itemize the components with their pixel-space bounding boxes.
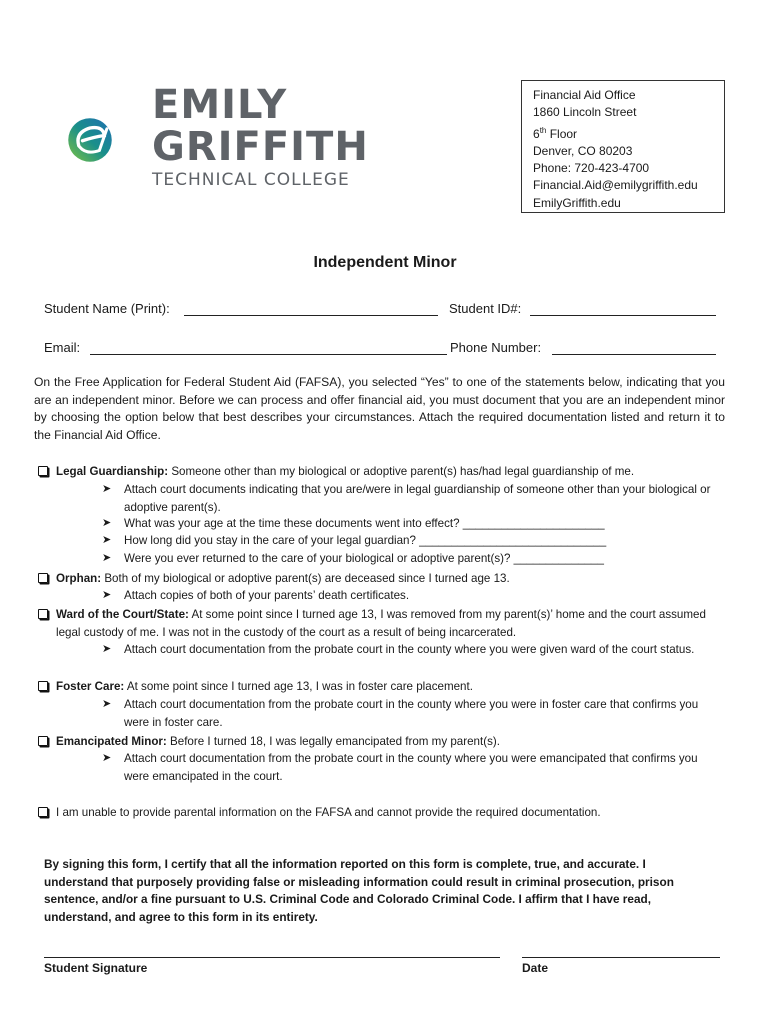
intro-paragraph: On the Free Application for Federal Student Aid (FAFSA), you selected “Yes” to one of the statements below, indicating that you are an independent minor. Before we can process and offer financial aid, you must document that you are an independent minor by choosing the option below that best describes your circumstances. Attach the required documentation listed and return it to the Financial Aid Office. [34,375,725,442]
arrow-bullet-icon: ➤ [102,517,112,529]
checkbox-unable-to-provide[interactable] [38,807,48,817]
list-item: ➤ Attach copies of both of your parents’ death certificates. [124,587,724,605]
checkbox-emancipated-minor[interactable] [38,736,48,746]
list-item: ➤ Were you ever returned to the care of your biological or adoptive parent(s)? ______________ [124,550,724,568]
option-orphan: Orphan: Both of my biological or adoptive parent(s) are deceased since I turned age 13. [56,570,726,588]
list-item: ➤ Attach court documentation from the probate court in the county where you were emancipated that confirms you were emancipated in the court. [102,752,698,783]
phone-label: Phone Number: [450,340,542,355]
office-website[interactable]: EmilyGriffith.edu [533,195,621,210]
student-signature-field[interactable] [44,957,500,958]
arrow-bullet-icon: ➤ [102,483,112,495]
option-unable-to-provide: I am unable to provide parental information on the FAFSA and cannot provide the required documentation. [56,804,726,822]
arrow-bullet-icon: ➤ [102,534,112,546]
checkbox-orphan[interactable] [38,573,48,583]
checkbox-ward-of-court[interactable] [38,609,48,619]
college-logo-emblem [30,80,150,200]
arrow-bullet-icon: ➤ [102,643,112,655]
list-item: ➤ Attach court documentation from the probate court in the county where you were given ward of the court status. [124,641,724,659]
student-name-label: Student Name (Print): [44,301,170,316]
checkbox-foster-care[interactable] [38,681,48,691]
phone-field[interactable] [552,354,716,355]
student-id-field[interactable] [530,315,716,316]
logo-line-griffith: GRIFFITH [152,124,369,170]
list-item: ➤ Attach court documentation from the probate court in the county where you were in foster care that confirms you were in foster care. [102,698,699,729]
arrow-bullet-icon: ➤ [102,552,112,564]
list-item: ➤ What was your age at the time these documents went into effect? ______________________ [124,515,724,533]
list-item: ➤ How long did you stay in the care of your legal guardian? _____________________________ [124,532,724,550]
student-id-label: Student ID#: [449,301,522,316]
date-label: Date [522,961,549,975]
office-name: Financial Aid Office [533,88,636,102]
form-title: Independent Minor [313,254,457,271]
arrow-bullet-icon: ➤ [102,698,112,710]
option-legal-guardianship: Legal Guardianship: Someone other than my biological or adoptive parent(s) has/had legal guardianship of me. [56,463,726,481]
date-field[interactable] [522,957,720,958]
certification-statement: By signing this form, I certify that all the information reported on this form is complete, true, and accurate. I understand that purposely providing false or misleading information could result in criminal prosecution, prison sentence, and/or a fine pursuant to U.S. Criminal Code and Colorado Criminal Code. I affirm that I have read, understand, and agree to this form in its entirety. [44,857,674,924]
checkbox-legal-guardianship[interactable] [38,466,48,476]
office-phone: Phone: 720-423-4700 [533,161,650,176]
office-street: 1860 Lincoln Street [533,105,637,120]
email-label: Email: [44,340,81,355]
option-foster-care: Foster Care: At some point since I turned age 13, I was in foster care placement. [56,678,726,696]
email-field[interactable] [90,354,447,355]
student-name-field[interactable] [184,315,438,316]
logo-line-technical: TECHNICAL COLLEGE [152,170,350,190]
office-email[interactable]: Financial.Aid@emilygriffith.edu [533,178,698,193]
student-signature-label: Student Signature [44,961,148,975]
office-city: Denver, CO 80203 [533,143,633,158]
logo-line-emily: EMILY [152,82,288,128]
arrow-bullet-icon: ➤ [102,589,112,601]
college-logo-wordmark [152,84,369,190]
list-item: ➤ Attach court documents indicating that you are/were in legal guardianship of someone other than your biological or adoptive parent(s). [102,483,711,514]
option-emancipated-minor: Emancipated Minor: Before I turned 18, I was legally emancipated from my parent(s). [56,733,726,751]
office-contact-box [521,80,725,213]
office-floor: 6th Floor [533,125,578,141]
option-ward-of-court: Ward of the Court/State: At some point since I turned age 13, I was removed from my parent(s)’ home and the court assumed legal custody of me. I was not in the custody of the court as a result of being incarcerated. [56,606,726,641]
arrow-bullet-icon: ➤ [102,752,112,764]
